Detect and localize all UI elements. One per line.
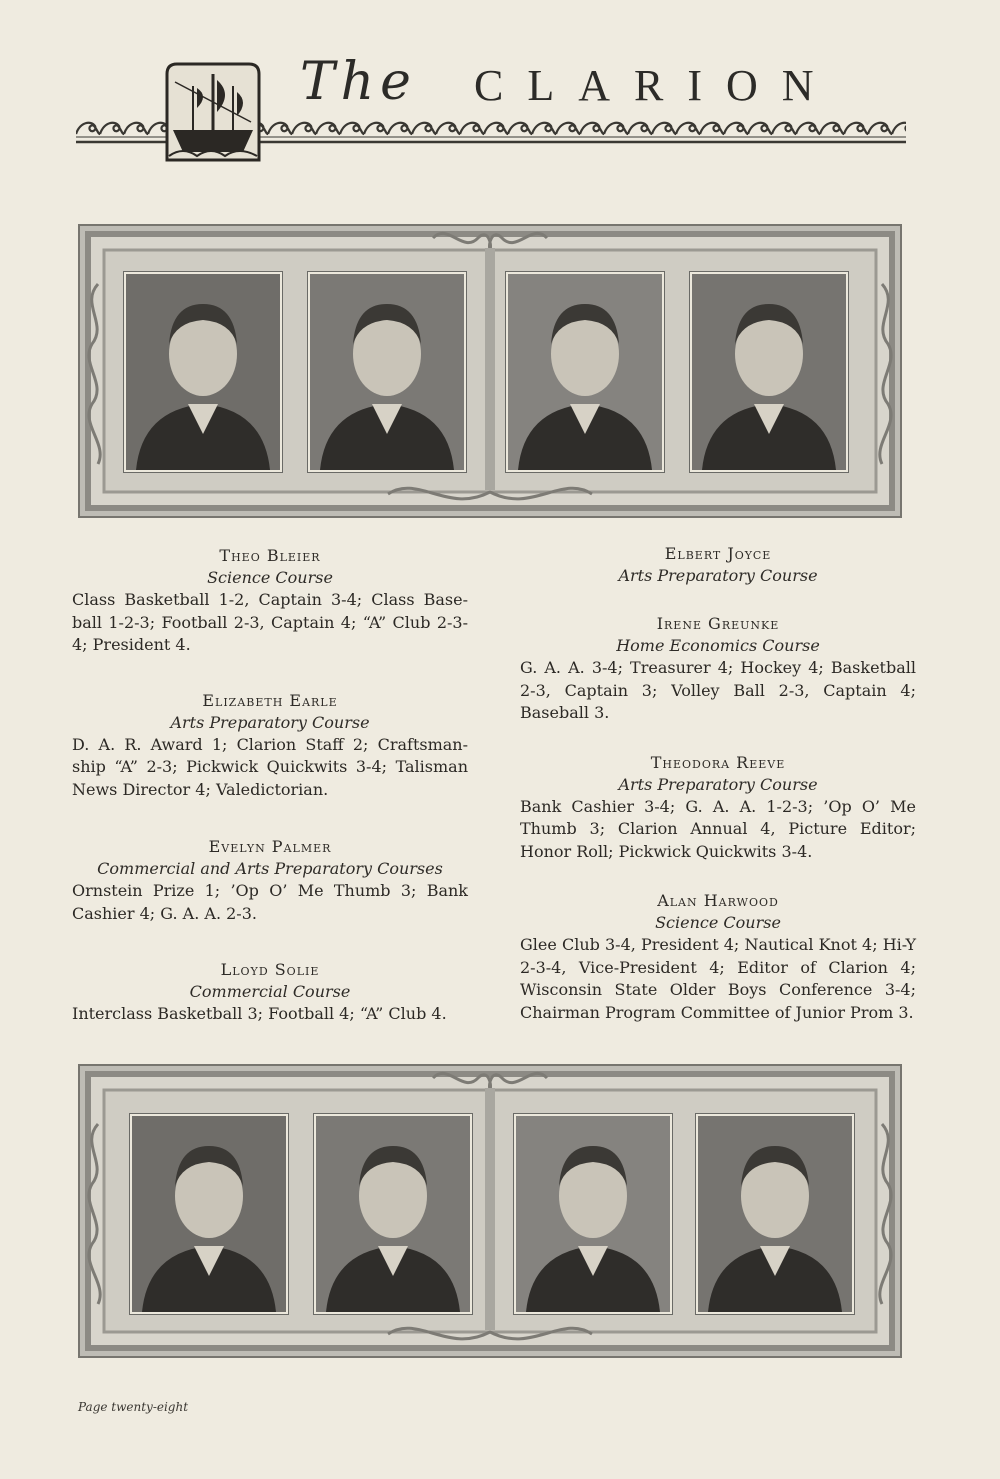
page-number: Page twenty-eight — [78, 1400, 189, 1414]
portrait-photo — [690, 272, 848, 472]
student-activities: Class Basketball 1-2, Captain 3-4; Class Base-ball 1-2-3; Football 2-3, Captain 4; “A” Club 2-3-4; President 4. — [72, 590, 468, 654]
student-entry — [520, 752, 916, 864]
student-entry — [72, 836, 468, 925]
right-column — [520, 543, 916, 1024]
student-course: Arts Preparatory Course — [618, 774, 818, 794]
ship-emblem-icon — [163, 60, 263, 164]
student-name: Theo Bleier — [219, 546, 321, 565]
student-entry — [520, 543, 916, 587]
student-course: Science Course — [207, 568, 333, 587]
student-activities: Ornstein Prize 1; ’Op O’ Me Thumb 3; Bank Cashier 4; G. A. A. 2-3. — [72, 881, 468, 923]
photo-panel-top — [78, 224, 902, 518]
masthead — [0, 0, 1000, 170]
student-activities: D. A. R. Award 1; Clarion Staff 2; Craftsman-ship “A” 2-3; Pickwick Quickwits 3-4; Talisman News Director 4; Valedictorian. — [72, 734, 468, 799]
student-entry — [520, 890, 916, 1024]
student-name: Evelyn Palmer — [208, 837, 332, 856]
portrait-photo — [314, 1114, 472, 1314]
portrait-photo — [124, 272, 282, 472]
portrait-photo — [506, 272, 664, 472]
photo-panel-bottom — [78, 1064, 902, 1358]
student-course: Home Economics Course — [616, 636, 820, 655]
portrait-photo — [514, 1114, 672, 1314]
student-activities: G. A. A. 3-4; Treasurer 4; Hockey 4; Basketball 2-3, Captain 3; Volley Ball 2-3, Captain 4; Baseball 3. — [520, 658, 916, 722]
student-course: Arts Preparatory Course — [170, 712, 370, 732]
student-name: Elbert Joyce — [664, 544, 772, 563]
student-name: Lloyd Solie — [220, 960, 320, 979]
portrait-photo — [308, 272, 466, 472]
student-course: Commercial Course — [189, 982, 351, 1001]
student-name: Theodora Reeve — [650, 752, 786, 772]
student-name: Irene Greunke — [656, 614, 780, 633]
student-name: Elizabeth Earle — [202, 690, 338, 710]
student-activities: Interclass Basketball 3; Football 4; “A” Club 4. — [72, 1004, 447, 1023]
student-activities: Bank Cashier 3-4; G. A. A. 1-2-3; ’Op O’ Me Thumb 3; Clarion Annual 4, Picture Editor; Honor Roll; Pickwick Quickwits 3-4. — [520, 796, 916, 861]
portrait-photo — [130, 1114, 288, 1314]
student-entry — [72, 959, 468, 1026]
student-entry — [520, 613, 916, 725]
student-entry — [72, 545, 468, 657]
masthead-title-prefix: The — [300, 52, 417, 112]
student-course: Commercial and Arts Preparatory Courses — [97, 859, 443, 878]
student-name: Alan Harwood — [657, 891, 779, 910]
student-activities: Glee Club 3-4, President 4; Nautical Knot 4; Hi-Y 2-3-4, Vice-President 4; Editor of Clarion 4; Wisconsin State Older Boys Conference 3-4; Chairman Program Committee of Junior Prom 3. — [520, 935, 916, 1022]
student-course: Science Course — [655, 913, 781, 932]
student-entry — [72, 690, 468, 802]
masthead-title: CLARION — [474, 61, 838, 110]
left-column — [72, 545, 468, 1026]
portrait-photo — [696, 1114, 854, 1314]
student-course: Arts Preparatory Course — [618, 566, 818, 585]
